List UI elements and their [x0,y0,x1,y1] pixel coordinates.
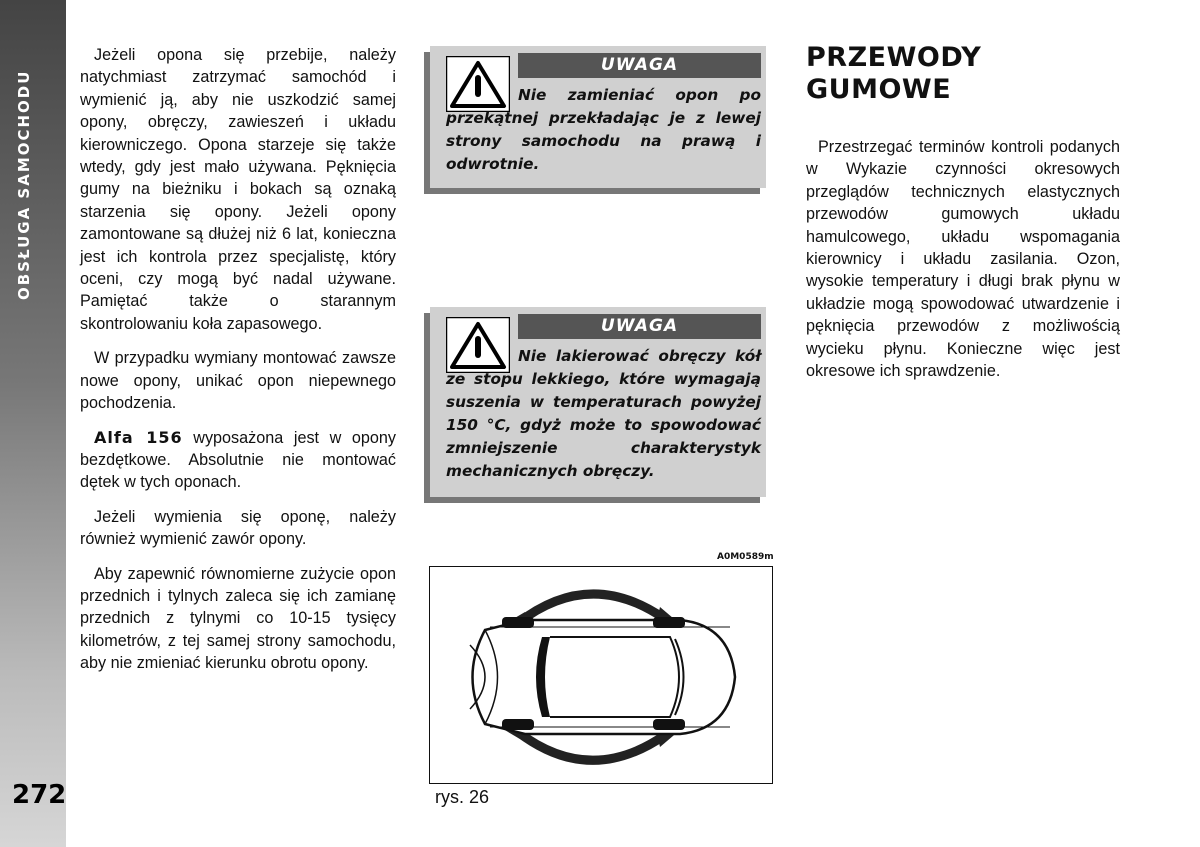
section-title: OBSŁUGA SAMOCHODU [15,69,33,300]
tire-text-column [80,44,396,687]
car-tire-rotation-diagram [430,567,772,783]
tire-front-left [502,617,534,628]
paragraph-tubeless [80,427,396,494]
heading-line-2: GUMOWE [806,74,952,105]
paragraph-valve: Jeżeli wymienia się oponę, należy również wymienić zawór opony. [80,507,396,549]
page-number: 272 [12,780,67,810]
paragraph-new-tires: W przypadku wymiany montować zawsze nowe opony, unikać opon niepewnego pochodzenia. [80,349,396,413]
tubeless-text: wyposażona jest w opony bezdętkowe. Absolutnie nie montować dętek w tych oponach. [80,428,396,492]
warning-text: Nie lakierować obręczy kół ze stopu lekkiego, które wymagają suszenia w temperaturach powyżej 150 °C, gdyż może to spowodować zmniejszenie charakterystyk mechanicznych obręczy. [446,347,761,480]
tire-rear-left [653,617,685,628]
warning-title: UWAGA [518,314,761,339]
warning-text: Nie zamieniać opon po przekątnej przekładając je z lewej strony samochodu na prawą i odwrotnie. [446,86,761,173]
tire-rear-right [653,719,685,730]
tire-rotation-figure [429,566,773,784]
warning-title: UWAGA [518,53,761,78]
figure-caption: rys. 26 [435,787,490,807]
figure-code: A0M0589m [717,552,774,562]
section-heading [806,42,981,106]
paragraph-puncture: Jeżeli opona się przebije, należy natychmiast zatrzymać samochód i wymienić ją, aby nie uszkodzić samej opony, obręczy, zawieszeń i układu kierowniczego. Opona starzeje się także wtedy, gdy jest mało używana. Pęknięcia gumy na bieżniku i bokach są oznaką starzenia się opony. Jeżeli opony zamontowane są dłużej niż 6 lat, konieczna jest ich kontrola przez specjalistę, który oceni, czy mogą być nadal używane. Pamiętać także o starannym skontrolowaniu koła zapasowego. [80,46,396,333]
paragraph-rotation: Aby zapewnić równomierne zużycie opon przednich i tylnych zaleca się ich zamianę przednich z tylnymi co 10-15 tysięcy kilometrów, z tej samej strony samochodu, aby nie zmieniać kierunku obrotu opony. [80,564,396,673]
tire-front-right [502,719,534,730]
sidebar [0,0,66,847]
warning-box-diagonal [430,46,766,188]
brand-name: Alfa 156 [94,427,183,447]
warning-box-alloy [430,307,766,497]
heading-line-1: PRZEWODY [806,42,982,73]
hoses-paragraph: Przestrzegać terminów kontroli podanych w Wykazie czynności okresowych przeglądów technicznych elastycznych przewodów gumowych układu hamulcowego, układu wspomagania kierownicy i układu zasilania. Ozon, wysokie temperatury i długi brak płynu w układzie mogą spowodować utwardzenie i pęknięcia przewodów z możliwością wycieku płynu. Konieczne więc jest okresowe ich sprawdzenie. [806,138,1120,381]
